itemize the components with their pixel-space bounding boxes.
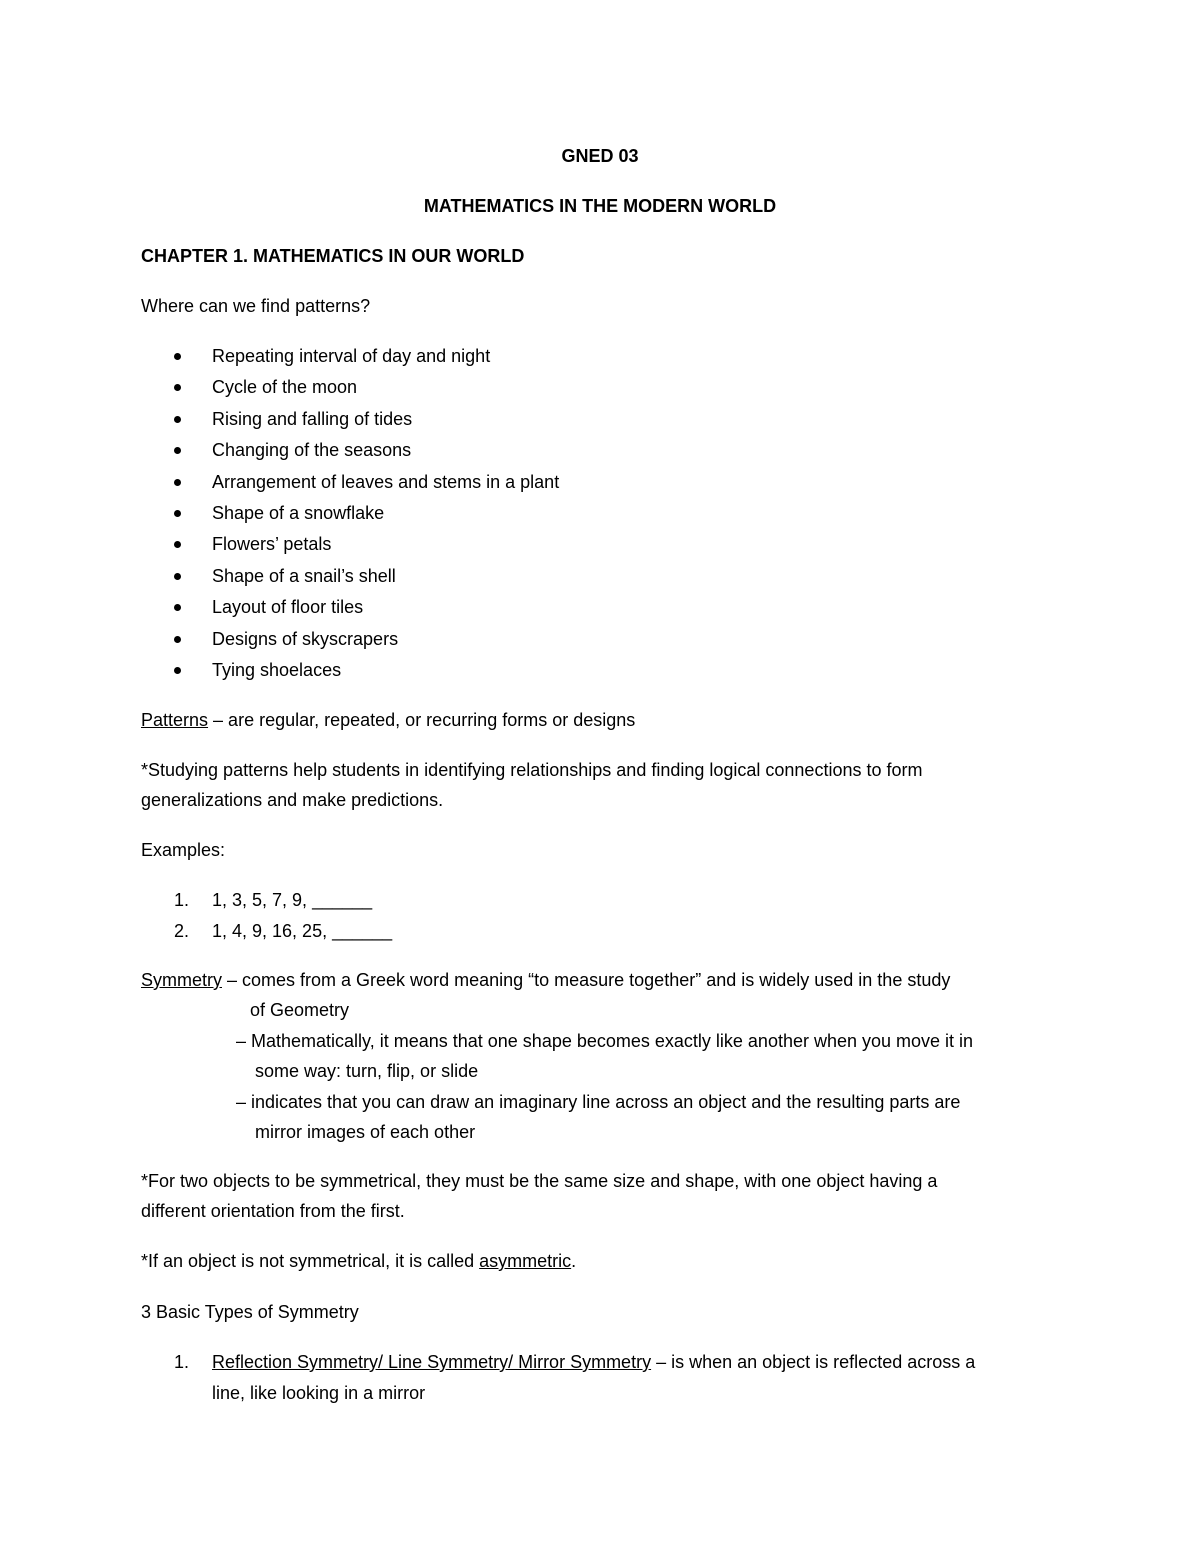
patterns-definition-text: – are regular, repeated, or recurring forms or designs [208,710,636,730]
patterns-term: Patterns [141,710,209,730]
symmetry-definition-1 [141,968,950,992]
symmetry-note2-prefix: *If an object is not symmetrical, it is called [141,1251,480,1271]
pattern-list-item-text: Tying shoelaces [212,659,342,680]
course-title: MATHEMATICS IN THE MODERN WORLD [423,196,777,216]
symmetry-note1-line2: different orientation from the first. [141,1201,405,1221]
asymmetric-term: asymmetric [479,1251,572,1271]
bullet-icon [174,510,181,517]
bullet-icon [174,573,181,580]
pattern-list-item-text: Shape of a snowflake [212,502,385,523]
symmetry-note2 [141,1249,576,1273]
bullet-icon [174,667,181,674]
patterns-question: Where can we find patterns? [141,296,371,316]
symmetry-term: Symmetry [141,970,222,990]
bullet-icon [174,636,181,643]
bullet-icon [174,353,181,360]
symmetry-type1-line2: line, like looking in a mirror [212,1383,426,1403]
pattern-list-item-text: Arrangement of leaves and stems in a plant [212,471,560,492]
symmetry-def2-line2: some way: turn, flip, or slide [255,1061,479,1081]
symmetry-types-heading: 3 Basic Types of Symmetry [141,1302,359,1322]
example-number-1: 1. [174,890,190,910]
pattern-list-item-text: Cycle of the moon [212,377,358,398]
pattern-list-item-text: Layout of floor tiles [212,597,364,618]
symmetry-note1-line1: *For two objects to be symmetrical, they must be the same size and shape, with one object having a [141,1171,938,1191]
bullet-icon [174,604,181,611]
bullet-icon [174,384,181,391]
bullet-icon [174,447,181,454]
pattern-list-item-text: Rising and falling of tides [212,408,413,429]
patterns-note-line2: generalizations and make predictions. [141,790,444,810]
pattern-list-item-text: Designs of skyscrapers [212,628,399,649]
example-text-1: 1, 3, 5, 7, 9, ______ [212,890,373,910]
symmetry-def3-line2: mirror images of each other [255,1122,476,1142]
bullet-icon [174,479,181,486]
patterns-definition [141,708,635,732]
example-text-2: 1, 4, 9, 16, 25, ______ [212,921,393,941]
symmetry-def1-line2: of Geometry [250,1000,350,1020]
pattern-list-item-text: Repeating interval of day and night [212,346,491,366]
reflection-symmetry-term: Reflection Symmetry/ Line Symmetry/ Mirror Symmetry [212,1352,652,1372]
symmetry-note2-suffix: . [571,1251,577,1271]
pattern-list-item-text: Shape of a snail’s shell [212,565,396,586]
bullet-icon [174,416,181,423]
symmetry-type1-line1 [212,1350,975,1374]
chapter-title: CHAPTER 1. MATHEMATICS IN OUR WORLD [141,246,525,266]
patterns-note-line1: *Studying patterns help students in identifying relationships and finding logical connections to form [141,760,923,780]
symmetry-def2-line1: – Mathematically, it means that one shape becomes exactly like another when you move it in [236,1031,974,1051]
bullet-icon [174,541,181,548]
pattern-list-item-text: Flowers’ petals [212,534,332,555]
symmetry-def1-text: – comes from a Greek word meaning “to measure together” and is widely used in the study [222,970,951,990]
symmetry-def3-line1: – indicates that you can draw an imaginary line across an object and the resulting parts are [236,1092,961,1112]
examples-label: Examples: [141,840,226,860]
symmetry-type1-text: – is when an object is reflected across a [651,1352,976,1372]
symmetry-type1-number: 1. [174,1352,190,1372]
course-code: GNED 03 [561,146,639,166]
example-number-2: 2. [174,921,190,941]
pattern-list-item-text: Changing of the seasons [212,440,412,461]
